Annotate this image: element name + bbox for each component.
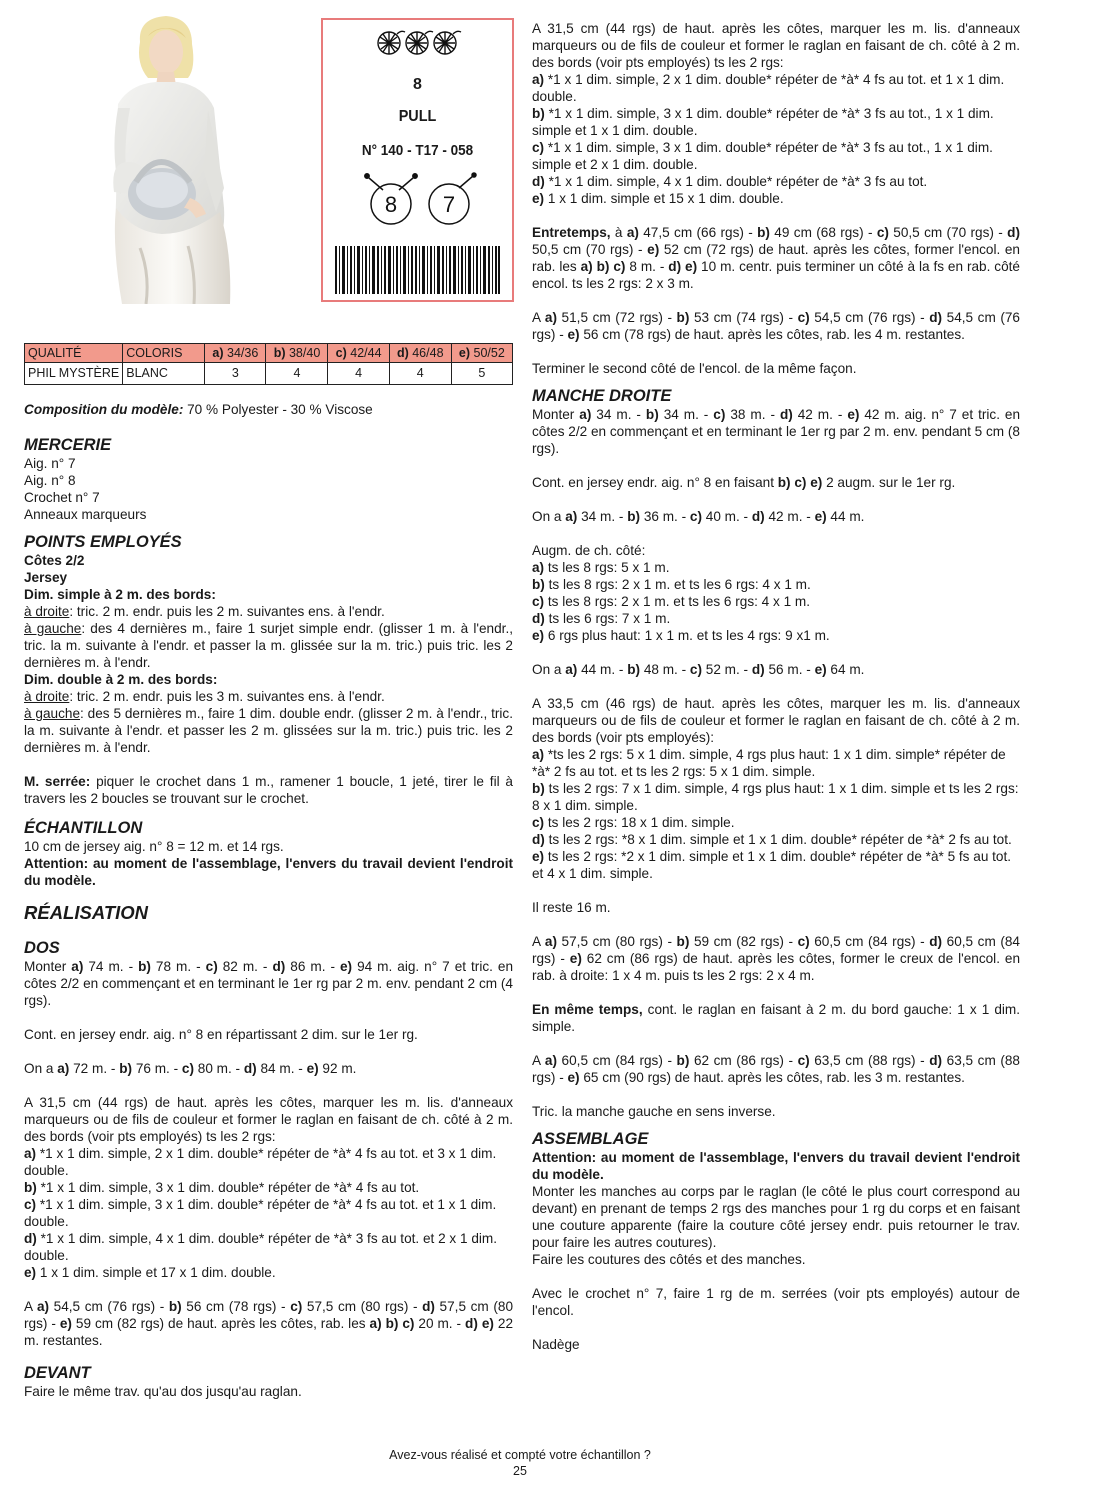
list-item: c) ts les 8 rgs: 2 x 1 m. et ts les 6 rgs: 4 x 1 m. xyxy=(532,594,811,609)
list-item: b) *1 x 1 dim. simple, 3 x 1 dim. double* répéter de *à* 4 fs au tot. xyxy=(24,1180,420,1195)
page-number: 25 xyxy=(513,1464,527,1478)
model-number: 8 xyxy=(413,76,422,93)
table-cell: 5 xyxy=(451,363,512,385)
paragraph: Tric. la manche gauche en sens inverse. xyxy=(532,1104,776,1119)
paragraph: Entretemps, à a) 47,5 cm (66 rgs) - b) 49 cm (68 rgs) - c) 50,5 cm (70 rgs) - d) 50,5 cm (70 rgs) - e) 52 cm (72 rgs) de haut. après les côtes, former l'encol. en rab. les a) b) c) 8 m. - d) e) 10 m. centr. puis terminer un côté à la fs en rab. côté encol. ts les 2 rgs: 2 x 3 m. xyxy=(532,225,1020,291)
yarn-quantity-table xyxy=(24,343,513,385)
paragraph: Augm. de ch. côté: xyxy=(532,543,646,558)
attention-note: Attention: au moment de l'assemblage, l'envers du travail devient l'endroit du modèle. xyxy=(532,1150,1020,1182)
paragraph: M. serrée: piquer le crochet dans 1 m., ramener 1 boucle, 1 jeté, tirer le fil à travers les 2 boucles se trouvant sur le crochet. xyxy=(24,774,513,806)
list-item: e) ts les 2 rgs: *2 x 1 dim. simple et 1 x 1 dim. double* répéter de *à* 5 fs au tot. et 4 x 1 dim. simple. xyxy=(532,849,1012,881)
model-info-box xyxy=(321,18,514,302)
list-item: d) ts les 2 rgs: *8 x 1 dim. simple et 1 x 1 dim. double* répéter de *à* 2 fs au tot. xyxy=(532,832,1012,847)
paragraph: A 33,5 cm (46 rgs) de haut. après les côtes, marquer les m. lis. d'anneaux marqueurs ou de fils de couleur et former le raglan en faisant de ch. côté à 2 m. des bords (voir pts employés): xyxy=(532,696,1020,745)
stitch-name: Dim. simple à 2 m. des bords: xyxy=(24,587,216,602)
list-item: Aig. n° 7 xyxy=(24,456,76,471)
attention-note: Attention: au moment de l'assemblage, l'envers du travail devient l'endroit du modèle. xyxy=(24,856,513,888)
paragraph: 10 cm de jersey aig. n° 8 = 12 m. et 14 rgs. xyxy=(24,839,284,854)
paragraph: A 31,5 cm (44 rgs) de haut. après les côtes, marquer les m. lis. d'anneaux marqueurs ou de fils de couleur et former le raglan en faisant de ch. côté à 2 m. des bords (voir pts employés) ts les 2 rgs: xyxy=(532,21,1020,70)
paragraph: A 31,5 cm (44 rgs) de haut. après les côtes, marquer les m. lis. d'anneaux marqueurs ou de fils de couleur et former le raglan en faisant de ch. côté à 2 m. des bords (voir pts employés) ts les 2 rgs: xyxy=(24,1095,513,1144)
table-header-cell: a) 34/36 xyxy=(205,344,266,363)
list-item: b) ts les 8 rgs: 2 x 1 m. et ts les 6 rgs: 4 x 1 m. xyxy=(532,577,811,592)
paragraph: On a a) 72 m. - b) 76 m. - c) 80 m. - d) 84 m. - e) 92 m. xyxy=(24,1061,357,1076)
list-item: e) 6 rgs plus haut: 1 x 1 m. et ts les 4 rgs: 9 x1 m. xyxy=(532,628,830,643)
section-title-dos: DOS xyxy=(24,939,60,957)
list-item: b) *1 x 1 dim. simple, 3 x 1 dim. double* répéter de *à* 3 fs au tot., 1 x 1 dim. simple et 1 x 1 dim. double. xyxy=(532,106,994,138)
list-item: e) 1 x 1 dim. simple et 17 x 1 dim. double. xyxy=(24,1265,276,1280)
paragraph: A a) 60,5 cm (84 rgs) - b) 62 cm (86 rgs) - c) 63,5 cm (88 rgs) - d) 63,5 cm (88 rgs) - e) 65 cm (90 rgs) de haut. après les côtes, rab. les 3 m. restantes. xyxy=(532,1053,1020,1085)
paragraph: En même temps, cont. le raglan en faisant à 2 m. du bord gauche: 1 x 1 dim. simple. xyxy=(532,1002,1020,1034)
section-title-points: POINTS EMPLOYÉS xyxy=(24,533,182,551)
table-header-cell: QUALITÉ xyxy=(25,344,123,363)
section-title-devant: DEVANT xyxy=(24,1364,91,1382)
signature: Nadège xyxy=(532,1337,580,1352)
model-type: PULL xyxy=(398,108,437,125)
paragraph: Il reste 16 m. xyxy=(532,900,611,915)
list-item: Aig. n° 8 xyxy=(24,473,76,488)
table-header-cell: e) 50/52 xyxy=(451,344,512,363)
model-photo-drawing xyxy=(100,12,240,304)
paragraph: A a) 57,5 cm (80 rgs) - b) 59 cm (82 rgs) - c) 60,5 cm (84 rgs) - d) 60,5 cm (84 rgs) - e) 62 cm (86 rgs) de haut. après les côtes, former le creux de l'encol. en rab. à droite: 1 x 4 m. puis ts les 2 rgs: 2 x 4 m. xyxy=(532,934,1020,983)
left-column-text xyxy=(24,401,513,1400)
paragraph: Monter a) 74 m. - b) 78 m. - c) 82 m. - d) 86 m. - e) 94 m. aig. n° 7 et tric. en côtes 2/2 en commençant et en terminant le 1er rg par 2 m. env. pendant 2 cm (4 rgs). xyxy=(24,959,514,1008)
paragraph: Faire le même trav. qu'au dos jusqu'au raglan. xyxy=(24,1384,302,1399)
needle-size-icon xyxy=(361,172,481,228)
table-header-cell: COLORIS xyxy=(123,344,205,363)
list-item: c) *1 x 1 dim. simple, 3 x 1 dim. double* répéter de *à* 4 fs au tot. et 1 x 1 dim. double. xyxy=(24,1197,497,1229)
paragraph: à gauche: des 5 dernières m., faire 1 dim. double endr. (glisser 2 m. à l'endr., tric. la m. suivante à l'endr. et passer les 2 m. glissées sur la m. tric.) puis tric. les 2 dernières m. à l'endr. xyxy=(24,706,514,755)
barcode xyxy=(335,246,500,294)
right-column-text xyxy=(532,20,1020,1353)
needle-size-b: 7 xyxy=(442,192,456,217)
paragraph: à droite: tric. 2 m. endr. puis les 3 m. suivantes ens. à l'endr. xyxy=(24,689,385,704)
list-item: e) 1 x 1 dim. simple et 15 x 1 dim. double. xyxy=(532,191,784,206)
list-item: Crochet n° 7 xyxy=(24,490,100,505)
table-header-cell: d) 46/48 xyxy=(389,344,451,363)
paragraph: Terminer le second côté de l'encol. de la même façon. xyxy=(532,361,857,376)
list-item: b) ts les 2 rgs: 7 x 1 dim. simple, 4 rgs plus haut: 1 x 1 dim. simple et ts les 2 rgs: 8 x 1 dim. simple. xyxy=(532,781,1019,813)
table-header-row xyxy=(25,344,513,363)
paragraph: On a a) 34 m. - b) 36 m. - c) 40 m. - d) 42 m. - e) 44 m. xyxy=(532,509,865,524)
list-item: d) *1 x 1 dim. simple, 4 x 1 dim. double* répéter de *à* 3 fs au tot. et 2 x 1 dim. double. xyxy=(24,1231,498,1263)
list-item: a) *ts les 2 rgs: 5 x 1 dim. simple, 4 rgs plus haut: 1 x 1 dim. simple* répéter de *à* 2 fs au tot. et ts les 2 rgs: 5 x 1 dim. simple. xyxy=(532,747,1006,779)
list-item: c) *1 x 1 dim. simple, 3 x 1 dim. double* répéter de *à* 3 fs au tot., 1 x 1 dim. simple et 2 x 1 dim. double. xyxy=(532,140,993,172)
paragraph: Cont. en jersey endr. aig. n° 8 en répartissant 2 dim. sur le 1er rg. xyxy=(24,1027,418,1042)
stitch-name: Dim. double à 2 m. des bords: xyxy=(24,672,218,687)
table-row xyxy=(25,363,513,385)
paragraph: Monter les manches au corps par le raglan (le côté le plus court correspond au devant) en prenant de temps 2 rgs des manches pour 1 rg du corps et en faisant une couture apparente (faire la couture côté jersey endr. puis retourner le trav. pour faire les autres coutures). xyxy=(532,1184,1020,1250)
stitch-name: Côtes 2/2 xyxy=(24,553,85,568)
section-title-assemblage: ASSEMBLAGE xyxy=(532,1130,649,1148)
paragraph: Faire les coutures des côtés et des manches. xyxy=(532,1252,806,1267)
section-title-mercerie: MERCERIE xyxy=(24,436,112,454)
table-cell: 4 xyxy=(266,363,328,385)
list-item: a) ts les 8 rgs: 5 x 1 m. xyxy=(532,560,670,575)
paragraph: Cont. en jersey endr. aig. n° 8 en faisant b) c) e) 2 augm. sur le 1er rg. xyxy=(532,475,956,490)
section-title-manche: MANCHE DROITE xyxy=(532,387,672,405)
paragraph: à gauche: des 4 dernières m., faire 1 surjet simple endr. (glisser 1 m. à l'endr., tric. la m. suivante à l'endr. et passer la m. glissée sur la m. tric.) puis tric. les 2 dernières m. à l'endr. xyxy=(24,621,514,670)
table-header-cell: c) 42/44 xyxy=(328,344,389,363)
table-cell: 4 xyxy=(328,363,389,385)
list-item: c) ts les 2 rgs: 18 x 1 dim. simple. xyxy=(532,815,735,830)
needle-size-a: 8 xyxy=(384,192,398,217)
table-cell: 4 xyxy=(389,363,451,385)
list-item: a) *1 x 1 dim. simple, 2 x 1 dim. double* répéter de *à* 4 fs au tot. et 1 x 1 dim. double. xyxy=(532,72,1005,104)
composition: Composition du modèle: 70 % Polyester - 30 % Viscose xyxy=(24,402,373,417)
table-cell: BLANC xyxy=(123,363,205,385)
stitch-name: Jersey xyxy=(24,570,68,585)
paragraph: Avec le crochet n° 7, faire 1 rg de m. serrées (voir pts employés) autour de l'encol. xyxy=(532,1286,1020,1318)
paragraph: à droite: tric. 2 m. endr. puis les 2 m. suivantes ens. à l'endr. xyxy=(24,604,385,619)
list-item: d) ts les 6 rgs: 7 x 1 m. xyxy=(532,611,671,626)
paragraph: Monter a) 34 m. - b) 34 m. - c) 38 m. - d) 42 m. - e) 42 m. aig. n° 7 et tric. en côtes 2/2 en commençant et en terminant le 1er rg par 2 m. env. pendant 5 cm (8 rgs). xyxy=(532,407,1021,456)
table-cell: PHIL MYSTÈRE xyxy=(25,363,123,385)
list-item: d) *1 x 1 dim. simple, 4 x 1 dim. double* répéter de *à* 3 fs au tot. xyxy=(532,174,928,189)
table-cell: 3 xyxy=(205,363,266,385)
model-photo xyxy=(100,12,240,304)
model-reference: N° 140 - T17 - 058 xyxy=(361,142,474,159)
section-title-echantillon: ÉCHANTILLON xyxy=(24,819,143,837)
paragraph: On a a) 44 m. - b) 48 m. - c) 52 m. - d) 56 m. - e) 64 m. xyxy=(532,662,865,677)
yarn-ball-icon xyxy=(375,28,463,56)
table-header-cell: b) 38/40 xyxy=(266,344,328,363)
paragraph: A a) 54,5 cm (76 rgs) - b) 56 cm (78 rgs) - c) 57,5 cm (80 rgs) - d) 57,5 cm (80 rgs) - e) 59 cm (82 rgs) de haut. après les côtes, rab. les a) b) c) 20 m. - d) e) 22 m. restantes. xyxy=(24,1299,514,1348)
footer-question: Avez-vous réalisé et compté votre échantillon ? xyxy=(389,1448,651,1462)
section-title-realisation: RÉALISATION xyxy=(24,902,149,923)
list-item: Anneaux marqueurs xyxy=(24,507,147,522)
list-item: a) *1 x 1 dim. simple, 2 x 1 dim. double* répéter de *à* 4 fs au tot. et 3 x 1 dim. double. xyxy=(24,1146,497,1178)
paragraph: A a) 51,5 cm (72 rgs) - b) 53 cm (74 rgs) - c) 54,5 cm (76 rgs) - d) 54,5 cm (76 rgs) - e) 56 cm (78 rgs) de haut. après les côtes, rab. les 4 m. restantes. xyxy=(532,310,1020,342)
